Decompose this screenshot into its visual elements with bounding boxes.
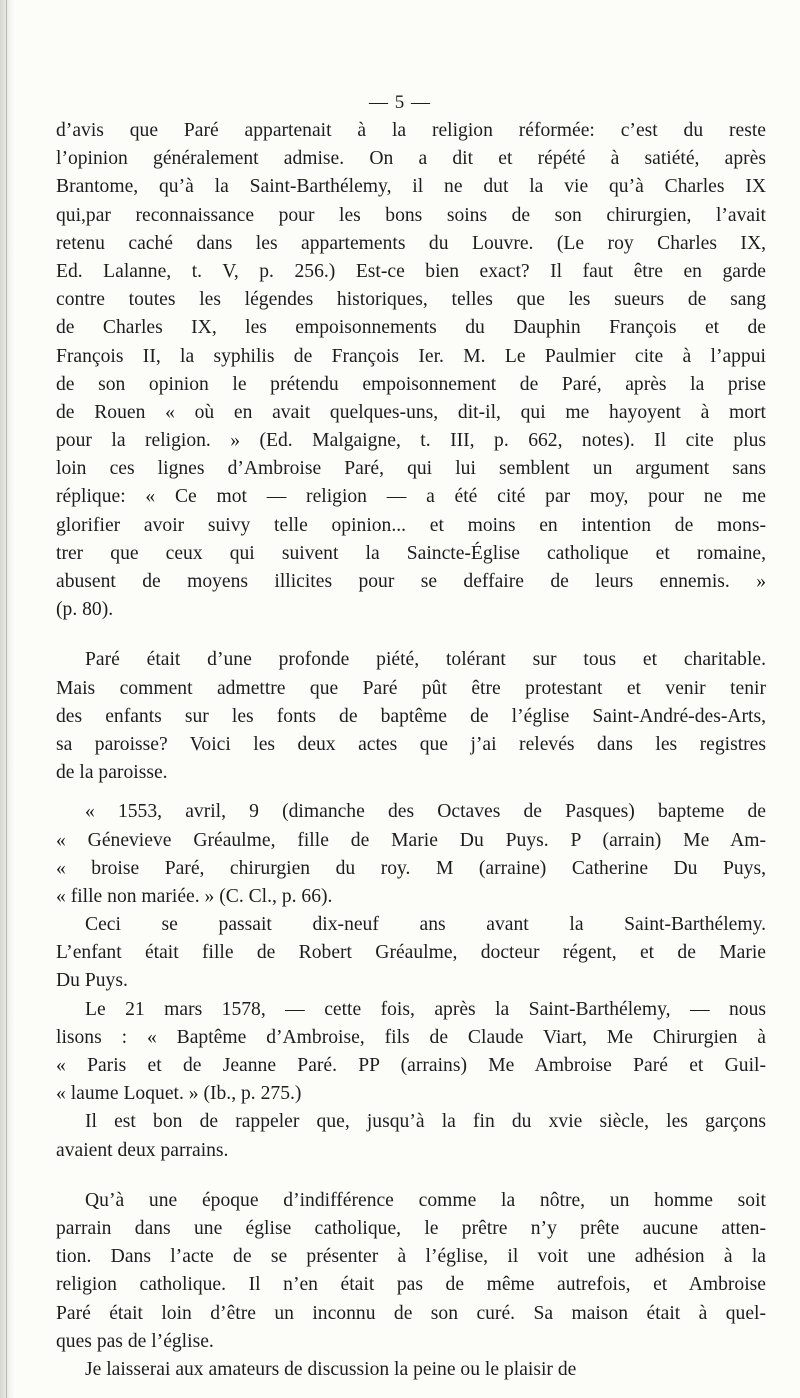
text-line: pour la religion. » (Ed. Malgaigne, t. III, p. 662, notes). Il cite plus: [56, 430, 766, 452]
text-line: parrain dans une église catholique, le prêtre n’y prête aucune atten-: [56, 1217, 766, 1239]
text-line: religion catholique. Il n’en était pas de même autrefois, et Ambroise: [56, 1274, 766, 1296]
text-line: avaient deux parrains.: [56, 1139, 229, 1161]
text-line: de Rouen « où en avait quelques-uns, dit-il, qui me hayoyent à mort: [56, 401, 766, 423]
text-line: d’avis que Paré appartenait à la religion réformée: c’est du reste: [56, 120, 766, 141]
text-line: tion. Dans l’acte de se présenter à l’église, il voit une adhésion à la: [56, 1246, 766, 1268]
text-line: lisons : « Baptême d’Ambroise, fils de Claude Viart, Me Chirurgien à: [56, 1026, 766, 1048]
text-line: Mais comment admettre que Paré pût être protestant et venir tenir: [56, 677, 766, 699]
page-text: [56, 117, 766, 1384]
page-binding-edge: [0, 0, 14, 1398]
text-line: « 1553, avril, 9 (dimanche des Octaves de Pasques) bapteme de: [85, 801, 766, 823]
text-line: retenu caché dans les appartements du Louvre. (Le roy Charles IX,: [56, 232, 766, 254]
text-line: Qu’à une époque d’indifférence comme la nôtre, un homme soit: [85, 1189, 766, 1211]
text-line: Brantome, qu’à la Saint-Barthélemy, il ne dut la vie qu’à Charles IX: [56, 176, 766, 198]
paragraph-5: [56, 1108, 766, 1164]
text-line: réplique: « Ce mot — religion — a été cité par moy, pour ne me: [56, 486, 766, 508]
text-line: (p. 80).: [56, 599, 114, 621]
text-line: Le 21 mars 1578, — cette fois, après la Saint-Barthélemy, — nous: [85, 998, 766, 1020]
paragraph-1: [56, 117, 766, 624]
paragraph-6: [56, 1187, 766, 1356]
text-line: de son opinion le prétendu empoisonnement de Paré, après la prise: [56, 373, 766, 395]
quotation-1: [56, 798, 766, 911]
paragraph-3: [56, 911, 766, 996]
paragraph-7: [56, 1356, 766, 1384]
text-line: Ceci se passait dix-neuf ans avant la Saint-Barthélemy.: [85, 914, 766, 936]
paragraph-2: [56, 646, 766, 787]
text-line: « broise Paré, chirurgien du roy. M (arraine) Catherine Du Puys,: [56, 857, 766, 879]
text-line: ques pas de l’église.: [56, 1330, 214, 1352]
text-line: « Génevieve Gréaulme, fille de Marie Du Puys. P (arrain) Me Am-: [56, 829, 766, 851]
text-line: Paré était d’une profonde piété, tolérant sur tous et charitable.: [85, 649, 766, 671]
text-line: Du Puys.: [56, 970, 128, 992]
text-line: Paré était loin d’être un inconnu de son curé. Sa maison était à quel-: [56, 1302, 766, 1324]
text-line: François II, la syphilis de François Ier. M. Le Paulmier cite à l’appui: [56, 345, 766, 367]
text-line: de Charles IX, les empoisonnements du Dauphin François et de: [56, 317, 766, 339]
page-number: — 5 —: [369, 92, 431, 113]
text-line: glorifier avoir suivy telle opinion... et moins en intention de mons-: [56, 514, 766, 536]
text-line: de la paroisse.: [56, 762, 168, 784]
text-line: des enfants sur les fonts de baptême de l’église Saint-André-des-Arts,: [56, 705, 766, 727]
text-line: sa paroisse? Voici les deux actes que j’ai relevés dans les registres: [56, 733, 766, 755]
text-line: loin ces lignes d’Ambroise Paré, qui lui semblent un argument sans: [56, 458, 766, 480]
text-line: contre toutes les légendes historiques, telles que les sueurs de sang: [56, 289, 766, 311]
page-binding-line: [6, 0, 7, 1398]
text-line: L’enfant était fille de Robert Gréaulme, docteur régent, et de Marie: [56, 942, 766, 964]
text-line: « laume Loquet. » (Ib., p. 275.): [56, 1083, 302, 1105]
text-line: trer que ceux qui suivent la Saincte-Église catholique et romaine,: [56, 542, 766, 564]
text-line: l’opinion généralement admise. On a dit et répété à satiété, après: [56, 148, 766, 170]
text-line: « fille non mariée. » (C. Cl., p. 66).: [56, 885, 333, 907]
paragraph-4: [56, 996, 766, 1109]
text-line: « Paris et de Jeanne Paré. PP (arrains) Me Ambroise Paré et Guil-: [56, 1055, 766, 1076]
text-line: Ed. Lalanne, t. V, p. 256.) Est-ce bien exact? Il faut être en garde: [56, 260, 766, 282]
text-line: abusent de moyens illicites pour se deffaire de leurs ennemis. »: [56, 571, 766, 592]
text-line: Il est bon de rappeler que, jusqu’à la fin du xvie siècle, les garçons: [85, 1111, 766, 1133]
text-line: qui,par reconnaissance pour les bons soins de son chirurgien, l’avait: [56, 204, 766, 226]
text-line: Je laisserai aux amateurs de discussion la peine ou le plaisir de: [85, 1358, 577, 1380]
